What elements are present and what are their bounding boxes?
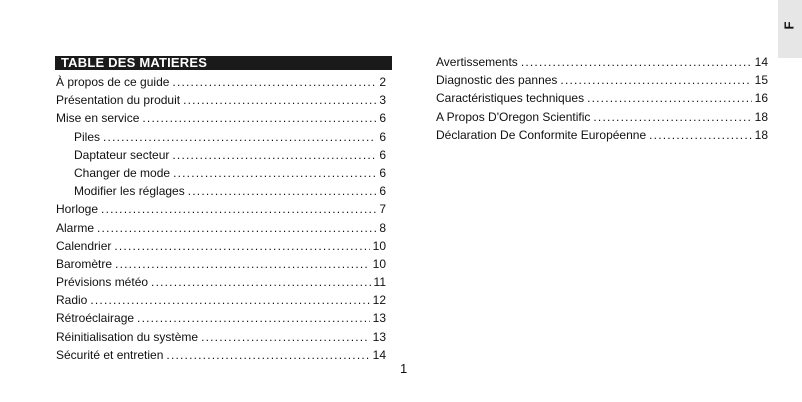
toc-entry-label: Présentation du produit <box>56 93 181 108</box>
toc-leader-dots <box>114 237 369 255</box>
toc-entry-label: À propos de ce guide <box>56 75 170 89</box>
toc-entry <box>436 71 768 89</box>
toc-leader-dots <box>593 108 751 126</box>
toc-leader-dots <box>649 126 752 144</box>
toc-entry-page: 12 <box>372 293 386 308</box>
toc-entry-label: Alarme <box>56 220 95 235</box>
toc-entry-page: 6 <box>379 111 386 126</box>
toc-title: TABLE DES MATIERES <box>55 56 392 70</box>
toc-entry <box>436 126 768 144</box>
toc-leader-dots <box>172 146 376 164</box>
toc-entry-page: 14 <box>372 347 386 362</box>
toc-entry-label: Caractéristiques techniques <box>436 91 585 106</box>
toc-entry <box>56 309 386 327</box>
toc-leader-dots <box>166 346 369 364</box>
toc-entry-label: Sécurité et entretien <box>56 347 164 362</box>
toc-entry-page: 6 <box>379 184 386 199</box>
toc-entry-label: Daptateur secteur <box>74 147 170 162</box>
toc-leader-dots <box>103 128 376 146</box>
toc-leader-dots <box>560 71 751 89</box>
toc-entry-page: 15 <box>754 73 768 88</box>
toc-leader-dots <box>172 73 376 91</box>
language-tab <box>778 0 802 58</box>
toc-entry-label: Déclaration De Conformite Européenne <box>436 127 647 142</box>
toc-entry-label: Prévisions météo <box>56 275 149 290</box>
toc-leader-dots <box>183 91 376 109</box>
toc-entry-page: 10 <box>372 238 386 253</box>
toc-entry-label: Avertissements <box>436 55 518 69</box>
toc-entry-label: A Propos D'Oregon Scientific <box>436 109 591 124</box>
language-tab-label: F <box>781 21 797 30</box>
toc-entry <box>56 328 386 346</box>
toc-entry-page: 2 <box>379 75 386 89</box>
toc-leader-dots <box>587 89 752 107</box>
toc-entry-page: 18 <box>754 127 768 142</box>
toc-leader-dots <box>188 182 377 200</box>
toc-entry <box>56 200 386 218</box>
toc-leader-dots <box>137 309 370 327</box>
toc-entry-label: Diagnostic des pannes <box>436 73 558 88</box>
toc-entry-page: 14 <box>754 55 768 69</box>
toc-entry-label: Réinitialisation du système <box>56 329 199 344</box>
toc-entry <box>56 237 386 255</box>
toc-leader-dots <box>115 255 370 273</box>
page-number: 1 <box>400 361 408 376</box>
toc-entry-label: Baromètre <box>56 256 113 271</box>
toc-leader-dots <box>142 109 376 127</box>
toc-entry-page: 6 <box>379 165 386 180</box>
toc-leader-dots <box>101 200 376 218</box>
toc-entry-page: 16 <box>754 91 768 106</box>
toc-leader-dots <box>521 53 752 71</box>
toc-entry-label: Mise en service <box>56 111 140 126</box>
toc-subentry <box>56 146 386 164</box>
toc-entry-page: 8 <box>379 220 386 235</box>
toc-leader-dots <box>201 328 370 346</box>
toc-entry-label: Changer de mode <box>74 165 171 180</box>
toc-right-column <box>436 53 768 144</box>
toc-left-column <box>56 73 386 364</box>
toc-entry-page: 6 <box>379 129 386 144</box>
toc-entry <box>56 91 386 109</box>
toc-entry-page: 10 <box>372 256 386 271</box>
toc-entry-page: 18 <box>754 109 768 124</box>
toc-entry <box>436 108 768 126</box>
toc-subentry <box>56 128 386 146</box>
toc-entry-page: 13 <box>372 311 386 326</box>
toc-entry-label: Piles <box>74 129 101 144</box>
toc-subentry <box>56 182 386 200</box>
toc-entry-page: 6 <box>379 147 386 162</box>
toc-leader-dots <box>97 219 376 237</box>
toc-leader-dots <box>90 291 369 309</box>
toc-entry <box>56 273 386 291</box>
toc-leader-dots <box>173 164 376 182</box>
toc-entry-label: Modifier les réglages <box>74 184 185 199</box>
toc-entry <box>56 255 386 273</box>
toc-entry-page: 7 <box>379 202 386 217</box>
toc-entry <box>436 53 768 71</box>
toc-entry-page: 3 <box>379 93 386 108</box>
toc-entry <box>56 73 386 91</box>
toc-entry-page: 11 <box>373 275 386 290</box>
toc-entry-label: Calendrier <box>56 238 112 253</box>
toc-subentry <box>56 164 386 182</box>
toc-entry-label: Horloge <box>56 202 99 217</box>
toc-entry <box>56 109 386 127</box>
toc-entry <box>56 346 386 364</box>
toc-entry-page: 13 <box>372 329 386 344</box>
toc-entry-label: Radio <box>56 293 88 308</box>
toc-entry <box>436 89 768 107</box>
toc-leader-dots <box>151 273 370 291</box>
toc-entry-label: Rétroéclairage <box>56 311 135 326</box>
toc-entry <box>56 291 386 309</box>
toc-entry <box>56 219 386 237</box>
